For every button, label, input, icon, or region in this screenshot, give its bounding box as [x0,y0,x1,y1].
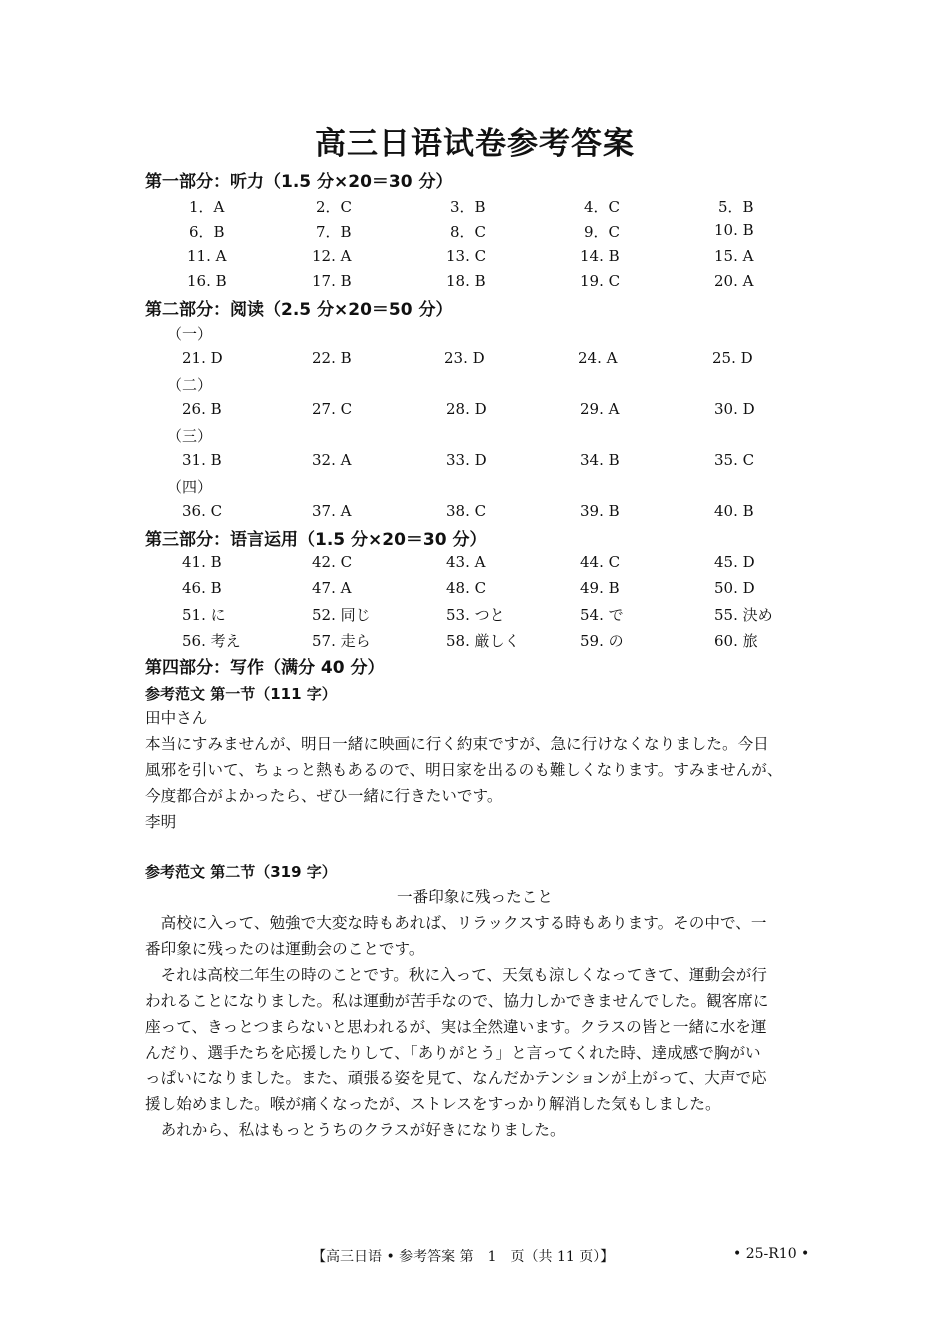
answer-cell: 23. D [444,349,485,367]
answer-cell: 42. C [312,553,353,571]
answer-cell: 36. C [182,502,223,520]
answer-cell: 46. B [182,579,222,597]
essay-line: 高校に入って、勉強で大変な時もあれば、リラックスする時もあります。その中で、一 [145,914,767,932]
letter-line: 本当にすみませんが、明日一緒に映画に行く約束ですが、急に行けなくなりました。今日 [145,735,769,753]
group-label: （一） [167,325,213,343]
answer-cell: 20. A [714,272,754,290]
answer-cell: 30. D [714,400,755,418]
answer-cell: 45. D [714,553,755,571]
essay-line: 番印象に残ったのは運動会のことです。 [145,940,425,958]
answer-cell: 55. 決め [714,606,773,624]
letter-line: 風邪を引いて、ちょっと熱もあるので、明日家を出るのも難しくなります。すみませんが、 [145,761,783,779]
answer-cell: 48. C [446,579,487,597]
part3-heading: 第三部分：语言运用（1.5 分×20＝30 分） [145,530,487,550]
answer-cell: 3．B [450,198,486,216]
part4-heading: 第四部分：写作（满分 40 分） [145,658,385,678]
answer-cell: 21. D [182,349,223,367]
answer-row [0,221,950,243]
answer-cell: 5．B [718,198,754,216]
answer-row [0,604,950,626]
answer-cell: 49. B [580,579,620,597]
answer-cell: 38. C [446,502,487,520]
answer-cell: 15. A [714,247,754,265]
part2-heading: 第二部分：阅读（2.5 分×20＝50 分） [145,300,453,320]
answer-cell: 31. B [182,451,222,469]
answer-row [0,579,950,601]
answer-cell: 14. B [580,247,620,265]
answer-cell: 27. C [312,400,353,418]
answer-cell: 60. 旅 [714,632,758,650]
answer-row [0,196,950,218]
answer-row [0,553,950,575]
essay-line: んだり、選手たちを応援したりして、「ありがとう」と言ってくれた時、達成感で胸がい [145,1044,761,1062]
answer-cell: 17. B [312,272,352,290]
answer-cell: 2．C [316,198,353,216]
section2-heading: 参考范文 第二节（319 字） [145,863,337,881]
answer-cell: 16. B [187,272,227,290]
answer-cell: 4．C [584,198,621,216]
answer-cell: 32. A [312,451,352,469]
group-label: （四） [167,478,213,496]
answer-cell: 41. B [182,553,222,571]
page-footer-code: • 25-R10 • [733,1246,810,1262]
essay-line: われることになりました。私は運動が苦手なので、協力しかできませんでした。観客席に [145,992,769,1010]
page-title: 高三日语试卷参考答案 [315,126,635,162]
answer-cell: 7．B [316,223,352,241]
answer-cell: 50. D [714,579,755,597]
letter-line: 今度都合がよかったら、ぜひ一緒に行きたいです。 [145,787,503,805]
answer-row [0,349,950,371]
answer-cell: 52. 同じ [312,606,371,624]
answer-row [0,247,950,269]
answer-cell: 6．B [189,223,225,241]
answer-cell: 53. つと [446,606,505,624]
answer-row [0,451,950,473]
letter-line: 李明 [145,813,177,831]
answer-cell: 54. で [580,606,624,624]
answer-cell: 11. A [187,247,227,265]
answer-cell: 19. C [580,272,621,290]
answer-cell: 18. B [446,272,486,290]
essay-line: っぱいになりました。また、頑張る姿を見て、なんだかテンションが上がって、大声で応 [145,1069,767,1087]
answer-cell: 51. に [182,606,226,624]
answer-cell: 22. B [312,349,352,367]
part1-heading: 第一部分：听力（1.5 分×20＝30 分） [145,172,453,192]
answer-cell: 37. A [312,502,352,520]
answer-cell: 28. D [446,400,487,418]
answer-cell: 29. A [580,400,620,418]
answer-cell: 12. A [312,247,352,265]
answer-cell: 13. C [446,247,487,265]
group-label: （二） [167,376,213,394]
answer-cell: 58. 厳しく [446,632,520,650]
letter-line: 田中さん [145,709,208,727]
answer-row [0,272,950,294]
answer-cell: 43. A [446,553,486,571]
answer-cell: 56. 考え [182,632,241,650]
answer-cell: 44. C [580,553,621,571]
answer-cell: 1．A [189,198,225,216]
answer-row [0,502,950,524]
group-label: （三） [167,427,213,445]
answer-cell: 35. C [714,451,755,469]
answer-row [0,630,950,652]
answer-cell: 25. D [712,349,753,367]
answer-cell: 47. A [312,579,352,597]
answer-row [0,400,950,422]
answer-cell: 57. 走ら [312,632,371,650]
answer-cell: 8．C [450,223,487,241]
section1-heading: 参考范文 第一节（111 字） [145,685,337,703]
answer-cell: 24. A [578,349,618,367]
essay-title: 一番印象に残ったこと [397,888,553,906]
answer-cell: 26. B [182,400,222,418]
essay-line: あれから、私はもっとうちのクラスが好きになりました。 [145,1121,566,1139]
answer-cell: 10. B [714,221,754,239]
answer-cell: 9．C [584,223,621,241]
essay-line: 座って、きっとつまらないと思われるが、実は全然違います。クラスの皆と一緒に水を運 [145,1018,767,1036]
essay-line: 援し始めました。喉が痛くなったが、ストレスをすっかり解消した気もしました。 [145,1095,721,1113]
answer-cell: 33. D [446,451,487,469]
answer-cell: 39. B [580,502,620,520]
answer-cell: 40. B [714,502,754,520]
answer-cell: 34. B [580,451,620,469]
answer-cell: 59. の [580,632,624,650]
page-footer-label: 【高三日语 • 参考答案 第 1 页（共 11 页）】 [312,1249,615,1265]
essay-line: それは高校二年生の時のことです。秋に入って、天気も涼しくなってきて、運動会が行 [145,966,767,984]
